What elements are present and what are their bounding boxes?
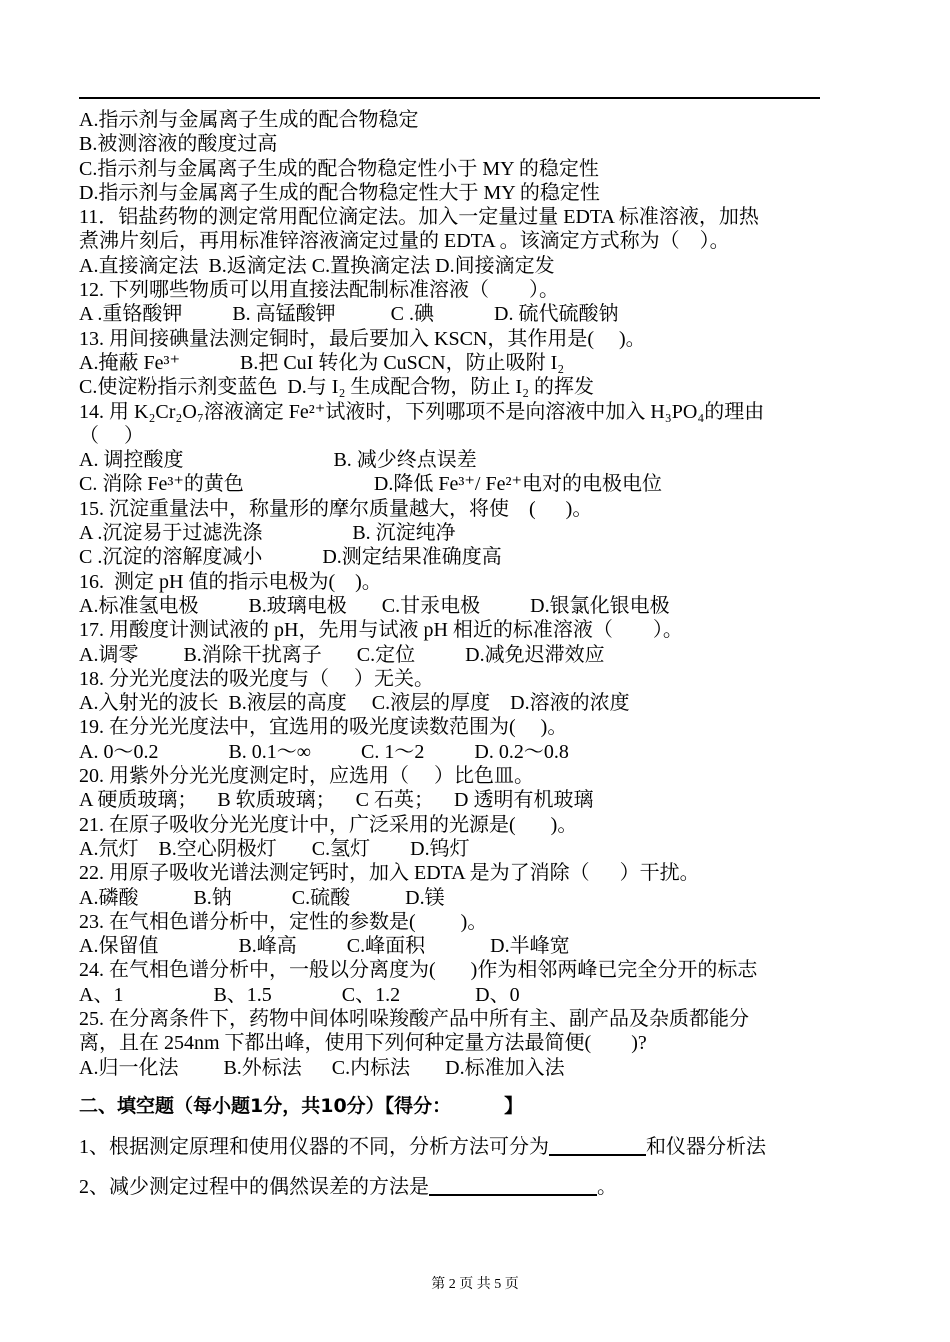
text-line: A.指示剂与金属离子生成的配合物稳定 xyxy=(79,109,419,131)
text-line: 24. 在气相色谱分析中，一般以分离度为( )作为相邻两峰已完全分开的标志 xyxy=(79,959,758,982)
text-line: A. 0～0.2 B. 0.1～∞ C. 1～2 D. 0.2～0.8 xyxy=(79,740,569,763)
text-line: A.标准氢电极 B.玻璃电极 C.甘汞电极 D.银氯化银电极 xyxy=(79,594,670,617)
fill-question-2-suffix: 。 xyxy=(597,1175,617,1198)
text-line: 21. 在原子吸收分光光度计中，广泛采用的光源是( )。 xyxy=(79,813,578,836)
text-line: A. 调控酸度 B. 减少终点误差 xyxy=(79,449,477,472)
fill-question-2-text: 2、减少测定过程中的偶然误差的方法是 xyxy=(79,1175,429,1198)
text-line: A.调零 B.消除干扰离子 C.定位 D.减免迟滞效应 xyxy=(79,643,605,666)
text-line: C. 消除 Fe³⁺的黄色 D.降低 Fe³⁺/ Fe²⁺电对的电极电位 xyxy=(79,473,662,496)
text-line: A 硬质玻璃； B 软质玻璃； C 石英； D 透明有机玻璃 xyxy=(79,789,594,812)
text-line: 25. 在分离条件下，药物中间体吲哚羧酸产品中所有主、副产品及杂质都能分 xyxy=(79,1007,749,1030)
text-line: 14. 用 K₂Cr₂O₇溶液滴定 Fe²⁺试液时，下列哪项不是向溶液中加入 H₃PO₄的理由 xyxy=(79,400,765,423)
text-line: A.入射光的波长 B.液层的高度 C.液层的厚度 D.溶液的浓度 xyxy=(79,692,630,715)
text-line: C.指示剂与金属离子生成的配合物稳定性小于 MY 的稳定性 xyxy=(79,157,599,180)
text-line: C.使淀粉指示剂变蓝色 D.与 I₂ 生成配合物，防止 I₂ 的挥发 xyxy=(79,376,595,399)
section-title-fill-blank: 二、填空题（每小题1分，共10分）【得分： 】 xyxy=(79,1094,524,1117)
text-line: A.直接滴定法 B.返滴定法 C.置换滴定法 D.间接滴定发 xyxy=(79,254,555,277)
text-line: A、1 B、1.5 C、1.2 D、0 xyxy=(79,983,520,1006)
text-line: C .沉淀的溶解度减小 D.测定结果准确度高 xyxy=(79,546,502,569)
text-line: 13. 用间接碘量法测定铜时，最后要加入 KSCN，其作用是( )。 xyxy=(79,327,646,350)
text-line: A .重铬酸钾 B. 高锰酸钾 C .碘 D. 硫代硫酸钠 xyxy=(79,303,619,326)
answer-blank-2[interactable] xyxy=(429,1174,597,1196)
fill-question-1 xyxy=(79,1134,824,1160)
text-line: A.磷酸 B.钠 C.硫酸 D.镁 xyxy=(79,886,445,909)
text-line: D.指示剂与金属离子生成的配合物稳定性大于 MY 的稳定性 xyxy=(79,181,600,204)
text-line: 11．铝盐药物的测定常用配位滴定法。加入一定量过量 EDTA 标准溶液，加热 xyxy=(79,206,759,229)
page-content xyxy=(79,108,824,1200)
text-line: A.掩蔽 Fe³⁺ B.把 CuI 转化为 CuSCN，防止吸附 I₂ xyxy=(79,351,565,374)
text-line: 18. 分光光度法的吸光度与（ ）无关。 xyxy=(79,667,434,690)
text-line: A.保留值 B.峰高 C.峰面积 D.半峰宽 xyxy=(79,935,570,958)
text-line: （ ） xyxy=(79,424,144,447)
answer-blank-1[interactable] xyxy=(549,1134,646,1156)
text-line: 20. 用紫外分光光度测定时，应选用（ ）比色皿。 xyxy=(79,765,534,788)
text-line: 12. 下列哪些物质可以用直接法配制标准溶液（ ）。 xyxy=(79,279,559,302)
text-line: A.归一化法 B.外标法 C.内标法 D.标准加入法 xyxy=(79,1056,565,1079)
text-line: B.被测溶液的酸度过高 xyxy=(79,133,278,156)
top-rule xyxy=(79,97,820,99)
text-line: A .沉淀易于过滤洗涤 B. 沉淀纯净 xyxy=(79,522,456,545)
text-line: 19. 在分光光度法中，宜选用的吸光度读数范围为( )。 xyxy=(79,716,568,739)
text-line: A.氘灯 B.空心阴极灯 C.氢灯 D.钨灯 xyxy=(79,837,470,860)
text-line: 煮沸片刻后，再用标准锌溶液滴定过量的 EDTA 。该滴定方式称为（ ）。 xyxy=(79,230,730,253)
fill-question-2 xyxy=(79,1174,824,1200)
text-line: 16. 测定 pH 值的指示电极为( )。 xyxy=(79,570,382,593)
text-line: 17. 用酸度计测试液的 pH，先用与试液 pH 相近的标准溶液（ ）。 xyxy=(79,619,683,642)
text-line: 15. 沉淀重量法中，称量形的摩尔质量越大，将使 ( )。 xyxy=(79,497,593,520)
text-line: 22. 用原子吸收光谱法测定钙时，加入 EDTA 是为了消除（ ）干扰。 xyxy=(79,862,700,885)
text-line: 离，且在 254nm 下都出峰，使用下列何种定量方法最简便( )? xyxy=(79,1032,647,1055)
fill-question-1-suffix: 和仪器分析法 xyxy=(646,1135,766,1158)
fill-question-1-text: 1、根据测定原理和使用仪器的不同，分析方法可分为 xyxy=(79,1135,549,1158)
page-footer: 第 2 页 共 5 页 xyxy=(431,1277,519,1292)
question-lines xyxy=(79,108,824,1080)
text-line: 23. 在气相色谱分析中，定性的参数是( )。 xyxy=(79,910,488,933)
